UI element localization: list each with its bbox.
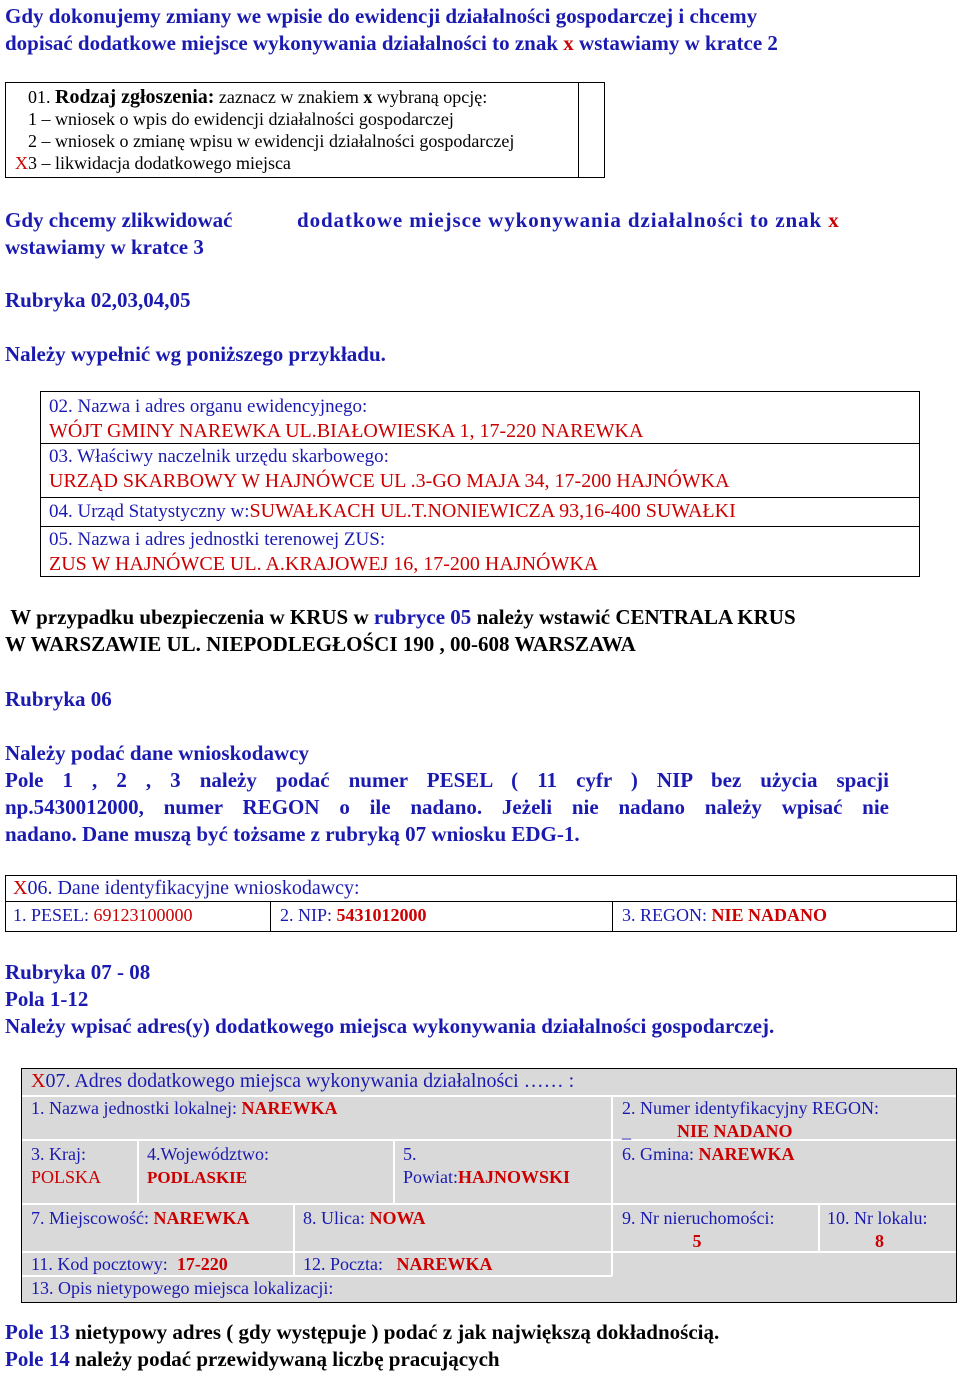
box-06-title: X06. Dane identyfikacyjne wnioskodawcy:	[13, 877, 360, 899]
box-07-vline-miejsc	[293, 1204, 295, 1252]
box-07-line-row2	[22, 1203, 956, 1205]
field-2: 2. Numer identyfikacyjny REGON: _ NIE NADANO	[622, 1098, 879, 1141]
krus-paragraph	[5, 604, 796, 658]
box-02-content	[49, 396, 736, 575]
pola-1-12-heading: Pola 1-12	[5, 987, 89, 1011]
krus-line-2: W WARSZAWIE UL. NIEPODLEGŁOŚCI 190 , 00-608 WARSZAWA	[5, 632, 636, 656]
nalezy-wypelnic-text: Należy wypełnić wg poniższego przykładu.	[5, 342, 386, 366]
likwidacja-paragraph	[5, 207, 889, 261]
intro-line-1: Gdy dokonujemy zmiany we wpisie do ewidencji działalności gospodarczej i chcemy	[5, 4, 758, 28]
box-06-divider	[5, 901, 957, 902]
box-07-vline-kod	[293, 1252, 295, 1276]
value-05: ZUS W HAJNÓWCE UL. A.KRAJOWEJ 16, 17-200 HAJNÓWKA	[49, 553, 599, 575]
box-06-col-1	[270, 901, 271, 931]
box-01-content	[15, 86, 515, 174]
box-01-option-3: X3 – likwidacja dodatkowego miejsca	[15, 153, 291, 173]
row-04: 04. Urząd Statystyczny w:SUWAŁKACH UL.T.NONIEWICZA 93,16-400 SUWAŁKI	[49, 500, 736, 522]
field-1: 1. Nazwa jednostki lokalnej: NAREWKA	[31, 1098, 338, 1118]
field-5: 5. Powiat:HAJNOWSKI	[403, 1144, 571, 1187]
regon-field: 3. REGON: NIE NADANO	[622, 905, 828, 925]
nip-value: 5431012000	[336, 905, 427, 925]
field-12: 12. Poczta: NAREWKA	[303, 1254, 493, 1274]
intro-text	[5, 3, 895, 57]
box-01-header: 01. Rodzaj zgłoszenia: zaznacz w znakiem x wybraną opcję:	[28, 86, 488, 108]
likwidacja-text-c: wstawiamy w kratce 3	[5, 235, 204, 259]
footer-pole-14: Pole 14 należy podać przewidywaną liczbę pracujących	[5, 1347, 500, 1371]
field-8: 8. Ulica: NOWA	[303, 1208, 426, 1228]
field-3: 3. Kraj: POLSKA	[31, 1144, 102, 1187]
dane-line-3: nadano. Dane muszą być tożsame z rubryką 07 wniosku EDG-1.	[5, 822, 580, 846]
label-02: 02. Nazwa i adres organu ewidencyjnego:	[49, 396, 368, 417]
rubryka-02-05-heading: Rubryka 02,03,04,05	[5, 288, 191, 312]
value-02: WÓJT GMINY NAREWKA UL.BIAŁOWIESKA 1, 17-220 NAREWKA	[49, 420, 644, 442]
intro-line-2: dopisać dodatkowe miejsce wykonywania działalności to znak x wstawiamy w kratce 2	[5, 31, 778, 55]
pesel-field: 1. PESEL: 69123100000	[13, 905, 193, 925]
box-07-title: X07. Adres dodatkowego miejsca wykonywania działalności …… :	[31, 1070, 575, 1092]
field-6: 6. Gmina: NAREWKA	[622, 1144, 795, 1164]
krus-line-1: W przypadku ubezpieczenia w KRUS w rubryce 05 należy wstawić CENTRALA KRUS	[10, 605, 796, 629]
dane-wnioskodawcy-paragraph	[5, 740, 889, 848]
dane-title: Należy podać dane wnioskodawcy	[5, 741, 309, 765]
field-10: 10. Nr lokalu: 8	[827, 1208, 928, 1251]
field-9: 9. Nr nieruchomości: 5	[622, 1208, 775, 1251]
nip-field: 2. NIP: 5431012000	[280, 905, 427, 925]
box-01-divider	[578, 82, 579, 178]
dane-line-1: Pole 1 , 2 , 3 należy podać numer PESEL ( 11 cyfr ) NIP bez użycia spacji	[5, 768, 889, 792]
label-05: 05. Nazwa i adres jednostki terenowej ZUS:	[49, 529, 386, 550]
box-07-vline-main	[611, 1096, 613, 1276]
field-11: 11. Kod pocztowy: 17-220	[31, 1254, 228, 1274]
rubryka-06-heading: Rubryka 06	[5, 687, 112, 711]
pesel-value: 69123100000	[93, 905, 193, 925]
value-03: URZĄD SKARBOWY W HAJNÓWCE UL .3-GO MAJA 34, 17-200 HAJNÓWKA	[49, 470, 730, 492]
box-07-vline-nr	[818, 1204, 820, 1252]
dane-line-2: np.5430012000, numer REGON o ile nadano. Jeżeli nie nadano należy wpisać nie	[5, 795, 889, 819]
field-13: 13. Opis nietypowego miejsca lokalizacji:	[31, 1278, 334, 1298]
box-07-vline-kraj	[137, 1140, 139, 1204]
nalezy-wpisac-adres-text: Należy wpisać adres(y) dodatkowego miejsca wykonywania działalności gospodarczej.	[5, 1014, 775, 1038]
rubryka-07-08-heading: Rubryka 07 - 08	[5, 960, 151, 984]
field-7: 7. Miejscowość: NAREWKA	[31, 1208, 250, 1228]
label-03: 03. Właściwy naczelnik urzędu skarbowego:	[49, 446, 389, 467]
box-01-option-1: 1 – wniosek o wpis do ewidencji działalności gospodarczej	[28, 109, 454, 129]
field-4: 4.Województwo: PODLASKIE	[147, 1144, 270, 1187]
footer-pole-13: Pole 13 nietypowy adres ( gdy występuje ) podać z jak największą dokładnością.	[5, 1320, 720, 1344]
box-07-vline-woj	[393, 1140, 395, 1204]
box-06-col-2	[612, 901, 613, 931]
likwidacja-text-b: dodatkowe miejsce wykonywania działalności to znak x	[297, 208, 839, 232]
likwidacja-text-a: Gdy chcemy zlikwidować	[5, 208, 233, 232]
regon-value: NIE NADANO	[711, 905, 828, 925]
box-01-option-2: 2 – wniosek o zmianę wpisu w ewidencji działalności gospodarczej	[28, 131, 515, 151]
